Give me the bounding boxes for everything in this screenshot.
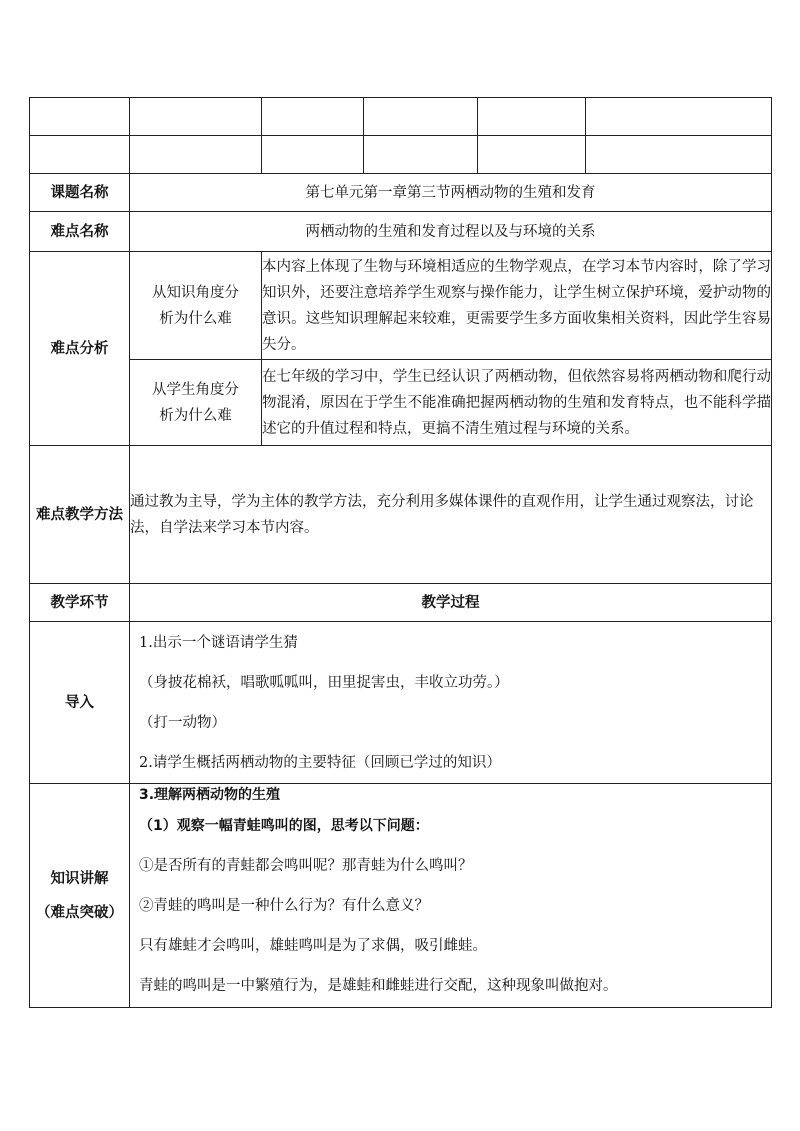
empty-row xyxy=(30,136,772,174)
empty-cell xyxy=(364,136,478,174)
student-angle-label-text: 从学生角度分析为什么难 xyxy=(152,381,239,424)
empty-row xyxy=(30,98,772,136)
empty-cell xyxy=(30,98,130,136)
knowledge-label: 知识讲解 xyxy=(50,870,109,887)
intro-content xyxy=(130,622,772,784)
student-angle-label xyxy=(130,360,262,446)
empty-cell xyxy=(478,98,586,136)
knowledge-label-cell xyxy=(30,784,130,1008)
course-name-label: 课题名称 xyxy=(30,174,130,212)
empty-cell xyxy=(262,136,364,174)
knowledge-row xyxy=(30,784,772,1008)
knowledge-angle-label xyxy=(130,252,262,360)
difficulty-analysis-label: 难点分析 xyxy=(30,252,130,446)
empty-cell xyxy=(130,98,262,136)
intro-line-2: （身披花棉袄，唱歌呱呱叫，田里捉害虫，丰收立功劳。） xyxy=(139,674,509,691)
knowledge-line-2: ②青蛙的鸣叫是一种什么行为？有什么意义？ xyxy=(139,898,429,914)
intro-label: 导入 xyxy=(30,622,130,784)
difficulty-name-label: 难点名称 xyxy=(30,212,130,252)
intro-line-3: （打一动物） xyxy=(139,714,226,731)
knowledge-line-3: 只有雄蛙才会鸣叫，雄蛙鸣叫是为了求偶，吸引雌蛙。 xyxy=(139,938,487,954)
teaching-method-label: 难点教学方法 xyxy=(30,446,130,584)
intro-line-4: 2.请学生概括两栖动物的主要特征（回顾已学过的知识） xyxy=(139,754,501,771)
empty-cell xyxy=(262,98,364,136)
knowledge-subheading: （1）观察一幅青蛙鸣叫的图，思考以下问题： xyxy=(139,818,429,834)
teaching-method-text: 通过教为主导，学为主体的教学方法，充分利用多媒体课件的直观作用，让学生通过观察法，讨论法，自学法来学习本节内容。 xyxy=(130,446,772,584)
course-name-value: 第七单元第一章第三节两栖动物的生殖和发育 xyxy=(130,174,772,212)
knowledge-heading: 3.理解两栖动物的生殖 xyxy=(139,787,281,803)
empty-cell xyxy=(586,136,772,174)
empty-cell xyxy=(364,98,478,136)
course-name-row xyxy=(30,174,772,212)
difficulty-analysis-row-student xyxy=(30,360,772,446)
teaching-method-row xyxy=(30,446,772,584)
empty-cell xyxy=(30,136,130,174)
intro-row xyxy=(30,622,772,784)
lesson-plan-table xyxy=(29,97,772,1008)
difficulty-name-row xyxy=(30,212,772,252)
knowledge-content xyxy=(130,784,772,1008)
process-header-row xyxy=(30,584,772,622)
empty-cell xyxy=(586,98,772,136)
knowledge-angle-text: 本内容上体现了生物与环境相适应的生物学观点，在学习本节内容时，除了学习知识外，还要注意培养学生观察与操作能力，让学生树立保护环境，爱护动物的意识。这些知识理解起来较难，更需要学生多方面收集相关资料，因此学生容易失分。 xyxy=(262,252,772,360)
knowledge-label-sub: （难点突破） xyxy=(36,904,123,921)
empty-cell xyxy=(478,136,586,174)
difficulty-name-value: 两栖动物的生殖和发育过程以及与环境的关系 xyxy=(130,212,772,252)
empty-cell xyxy=(130,136,262,174)
intro-line-1: 1.出示一个谜语请学生猜 xyxy=(139,634,298,651)
difficulty-analysis-row-knowledge xyxy=(30,252,772,360)
knowledge-angle-label-text: 从知识角度分析为什么难 xyxy=(152,284,239,327)
knowledge-line-1: ①是否所有的青蛙都会鸣叫呢？那青蛙为什么鸣叫？ xyxy=(139,858,473,874)
student-angle-text: 在七年级的学习中，学生已经认识了两栖动物，但依然容易将两栖动物和爬行动物混淆，原因在于学生不能准确把握两栖动物的生殖和发育特点，也不能科学描述它的升值过程和特点，更搞不清生殖过程与环境的关系。 xyxy=(262,360,772,446)
process-step-label: 教学环节 xyxy=(30,584,130,622)
process-label: 教学过程 xyxy=(130,584,772,622)
knowledge-line-4: 青蛙的鸣叫是一中繁殖行为，是雄蛙和雌蛙进行交配，这种现象叫做抱对。 xyxy=(139,978,618,994)
